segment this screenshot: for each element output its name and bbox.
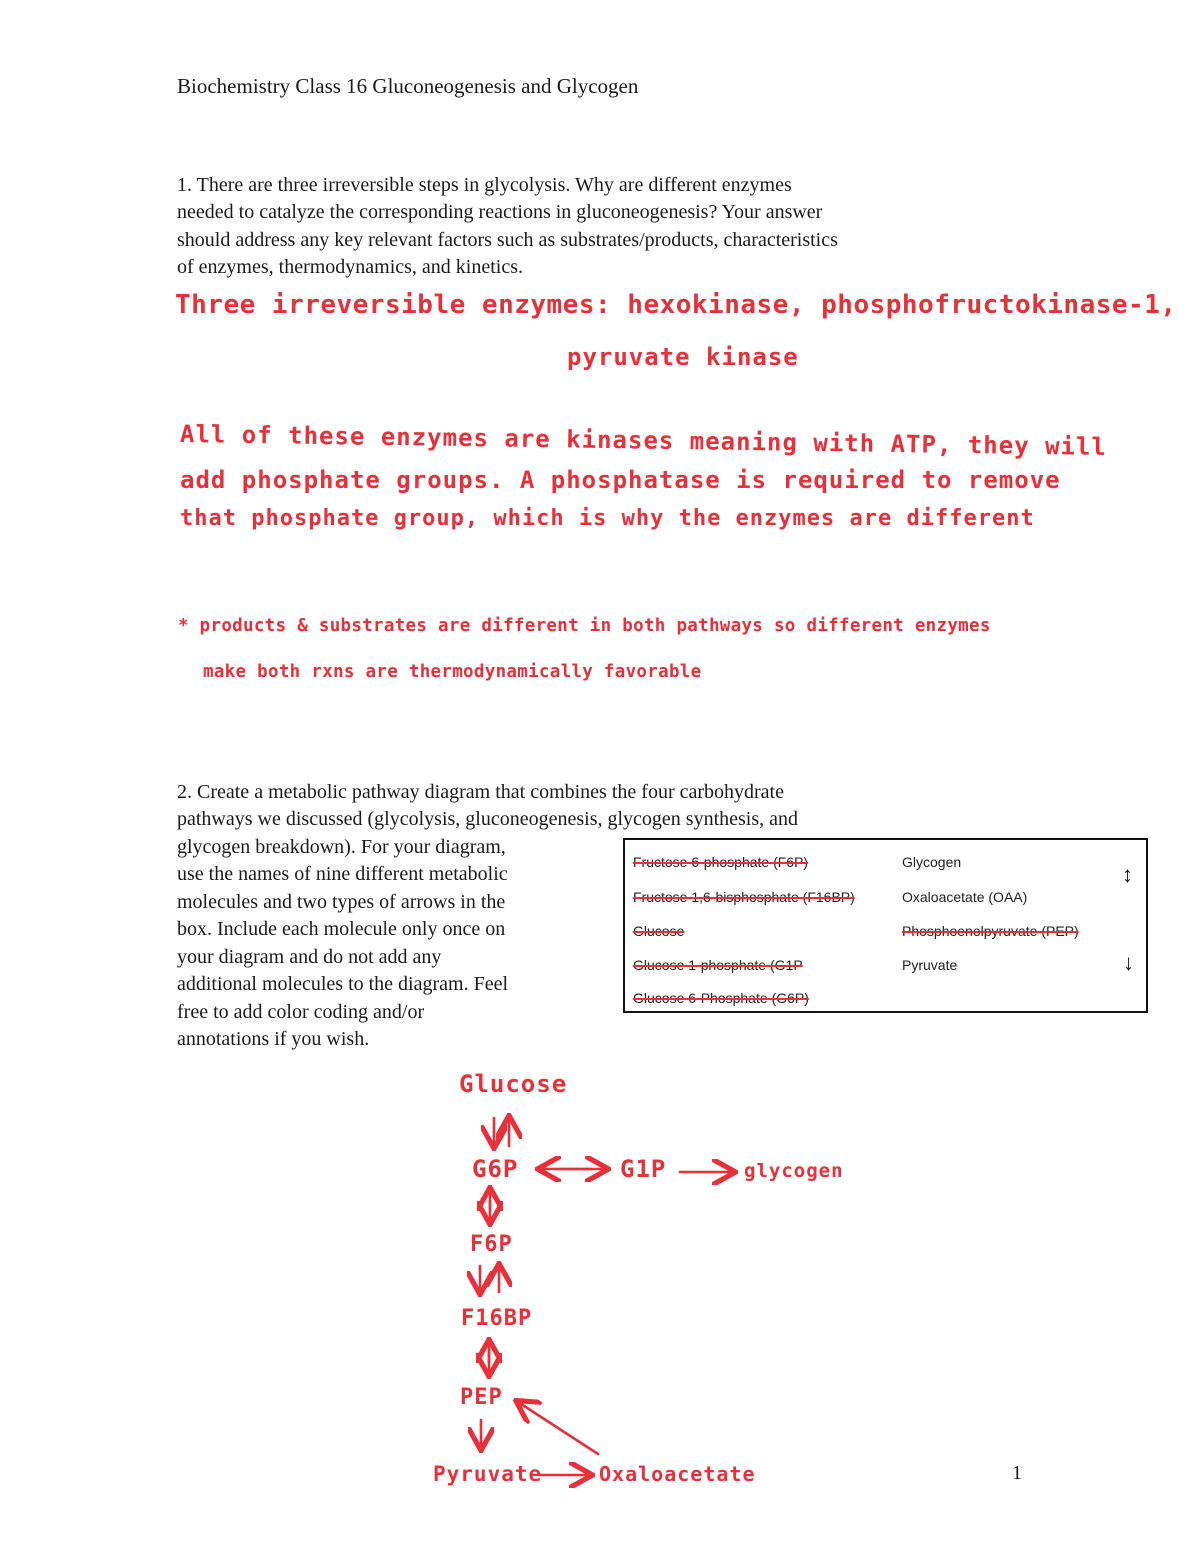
- question-2-line: your diagram and do not add any: [177, 946, 442, 968]
- question-2-line: additional molecules to the diagram. Feel: [177, 973, 509, 995]
- node-f6p: F6P: [470, 1232, 513, 1257]
- page-title: Biochemistry Class 16 Gluconeogenesis and Glycogen: [177, 74, 639, 98]
- answer-line: make both rxns are thermodynamically favorable: [203, 662, 702, 682]
- question-2-line: glycogen breakdown). For your diagram,: [177, 836, 506, 858]
- question-2-line: 2. Create a metabolic pathway diagram that combines the four carbohydrate: [177, 781, 784, 803]
- question-2-line: annotations if you wish.: [177, 1028, 370, 1050]
- box-item-glycogen: Glycogen: [902, 854, 962, 870]
- question-2-line: free to add color coding and/or: [177, 1001, 425, 1023]
- question-1-line: should address any key relevant factors such as substrates/products, characteristics: [177, 229, 838, 251]
- box-item-f16bp: Fructose 1,6-bisphosphate (F16BP): [633, 889, 855, 905]
- box-item-pyruvate: Pyruvate: [902, 957, 958, 973]
- question-1-line: 1. There are three irreversible steps in glycolysis. Why are different enzymes: [177, 174, 792, 196]
- box-item-f6p: Fructose 6-phosphate (F6P): [633, 854, 809, 870]
- answer-line: add phosphate groups. A phosphatase is required to remove: [180, 466, 1061, 494]
- node-g6p: G6P: [472, 1155, 519, 1183]
- box-item-g1p: Glucose 1-phosphate (G1P: [633, 957, 803, 973]
- answer-line: pyruvate kinase: [567, 343, 799, 371]
- answer-line: * products & substrates are different in both pathways so different enzymes: [178, 616, 991, 636]
- node-f16bp: F16BP: [461, 1306, 533, 1331]
- question-1-line: needed to catalyze the corresponding reactions in gluconeogenesis? Your answer: [177, 201, 823, 223]
- question-2-line: box. Include each molecule only once on: [177, 918, 506, 940]
- box-item-pep: Phosphoenolpyruvate (PEP): [902, 923, 1079, 939]
- question-2-line: pathways we discussed (glycolysis, gluconeogenesis, glycogen synthesis, and: [177, 808, 799, 830]
- answer-line: that phosphate group, which is why the enzymes are different: [180, 506, 1035, 531]
- question-1-line: of enzymes, thermodynamics, and kinetics.: [177, 256, 524, 278]
- question-2-line: molecules and two types of arrows in the: [177, 891, 506, 913]
- answer-line: Three irreversible enzymes: hexokinase, phosphofructokinase-1,: [175, 290, 1177, 320]
- box-item-g6p: Glucose 6-Phosphate (G6P): [633, 990, 809, 1006]
- node-glucose: Glucose: [459, 1070, 568, 1098]
- box-item-oaa: Oxaloacetate (OAA): [902, 889, 1028, 905]
- page-number: 1: [1012, 1462, 1022, 1484]
- down-arrow-icon: ↓: [1123, 950, 1134, 975]
- answer-line: All of these enzymes are kinases meaning with ATP, they will: [179, 420, 1108, 461]
- node-g1p: G1P: [620, 1155, 667, 1183]
- node-glycogen: glycogen: [744, 1160, 844, 1182]
- box-item-glucose: Glucose: [633, 923, 685, 939]
- node-oxaloacetate: Oxaloacetate: [599, 1462, 756, 1486]
- node-pyruvate: Pyruvate: [433, 1462, 543, 1486]
- node-pep: PEP: [460, 1385, 503, 1410]
- double-arrow-icon: ↕: [1122, 862, 1133, 887]
- question-2-line: use the names of nine different metabolic: [177, 863, 508, 885]
- arrow-oaa-pep: [518, 1402, 598, 1454]
